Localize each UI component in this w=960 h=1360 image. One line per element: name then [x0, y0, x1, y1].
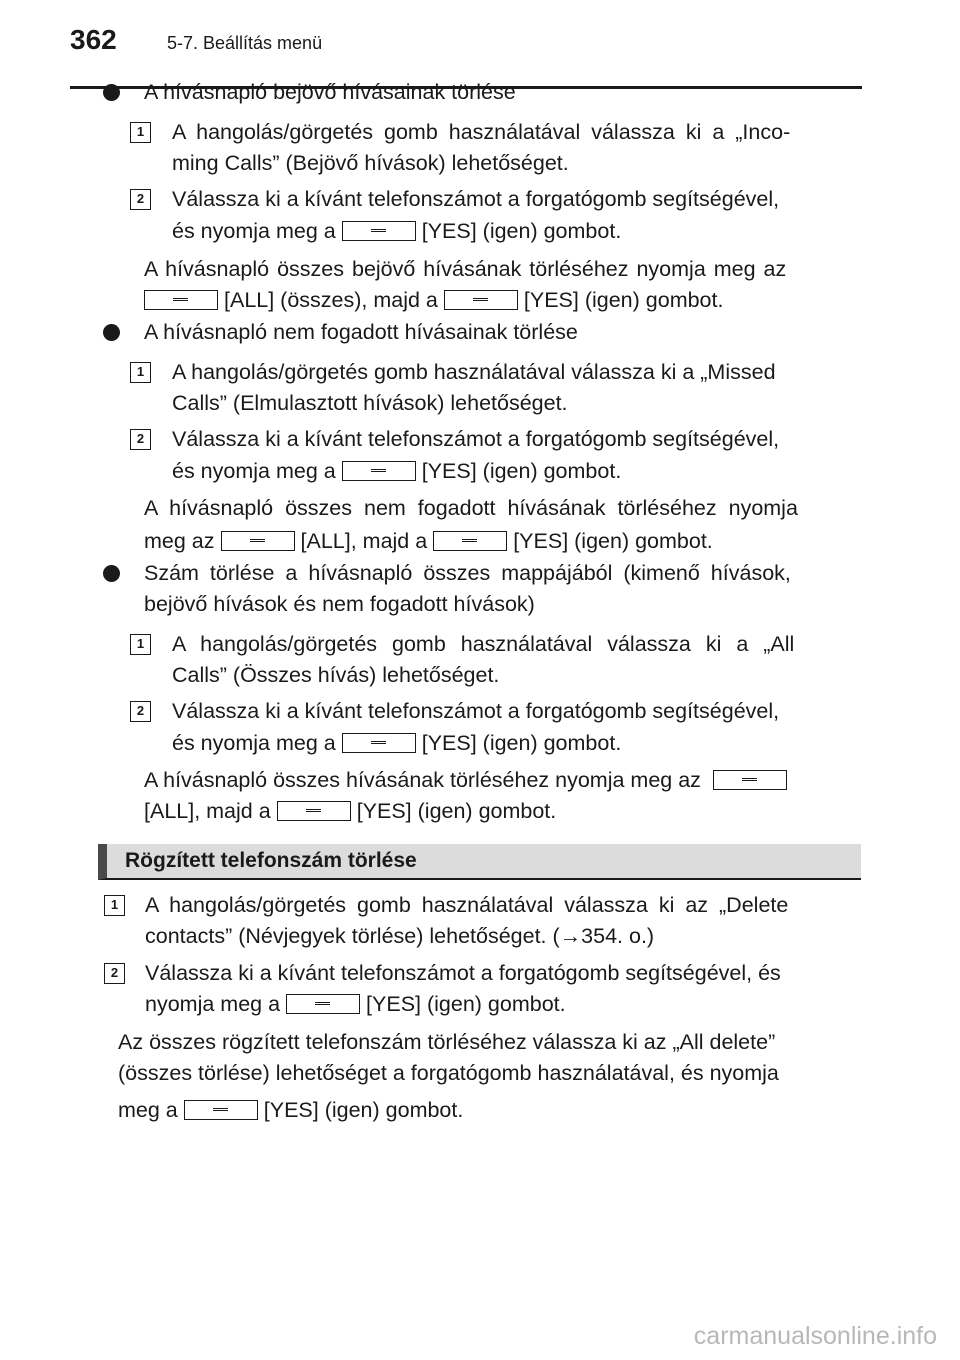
control-button [342, 733, 416, 753]
note-text: (összes törlése) lehetőséget a forgatógomb használatával, és nyomja [118, 1061, 779, 1085]
button-dash-icon [250, 539, 265, 542]
text-run: [YES] (igen) gombot. [421, 219, 622, 243]
section-title: Rögzített telefonszám törlése [125, 849, 417, 872]
control-button [286, 994, 360, 1014]
bullet-heading: Szám törlése a hívásnapló összes mappájából (kimenő hívások, [144, 561, 791, 585]
button-dash-icon [371, 229, 386, 232]
note-text [144, 797, 556, 825]
button-dash-icon [173, 298, 188, 301]
button-dash-icon [462, 539, 477, 542]
page-header [0, 22, 960, 66]
note-text [118, 1096, 463, 1124]
step-text: Válassza ki a kívánt telefonszámot a forgatógomb segítségével, [172, 699, 780, 723]
step-text [172, 457, 621, 485]
control-button [342, 461, 416, 481]
text-run: [ALL], majd a [144, 799, 271, 823]
watermark: carmanualsonline.info [693, 1322, 937, 1350]
step-number: 1 [130, 122, 151, 143]
note-text: A hívásnapló összes nem fogadott hívásának törléséhez nyomja [144, 496, 798, 520]
bullet-heading: bejövő hívások és nem fogadott hívások) [144, 592, 535, 616]
note-text: A hívásnapló összes bejövő hívásának törléséhez nyomja meg az [144, 257, 787, 281]
control-button [184, 1100, 258, 1120]
page-number: 362 [70, 24, 117, 55]
control-button [433, 531, 507, 551]
step-number: 1 [104, 895, 125, 916]
button-dash-icon [315, 1002, 330, 1005]
note-text [144, 527, 713, 555]
control-button [713, 770, 787, 790]
text-run: és nyomja meg a [172, 731, 336, 755]
step-number: 1 [130, 362, 151, 383]
control-button [444, 290, 518, 310]
step-text: ming Calls” (Bejövő hívások) lehetőséget. [172, 151, 569, 175]
control-button [277, 801, 351, 821]
bullet-heading: A hívásnapló nem fogadott hívásainak törlése [144, 320, 578, 344]
note-text [138, 286, 723, 314]
note-text: Az összes rögzített telefonszám törléséhez válassza ki az „All delete” [118, 1030, 776, 1054]
step-number: 2 [130, 189, 151, 210]
step-text: Válassza ki a kívánt telefonszámot a forgatógomb segítségével, és [145, 961, 781, 985]
step-text: A hangolás/görgetés gomb használatával válassza ki a „Inco- [172, 120, 791, 144]
step-text [145, 990, 566, 1018]
text-run: [YES] (igen) gombot. [421, 459, 622, 483]
text-run: [YES] (igen) gombot. [523, 288, 724, 312]
bullet-heading: A hívásnapló bejövő hívásainak törlése [144, 80, 516, 104]
step-number: 1 [130, 634, 151, 655]
chapter-title: 5-7. Beállítás menü [167, 33, 323, 53]
step-text: Válassza ki a kívánt telefonszámot a forgatógomb segítségével, [172, 427, 780, 451]
text-run: és nyomja meg a [172, 219, 336, 243]
bullet-icon [103, 565, 120, 582]
bullet-icon [103, 324, 120, 341]
button-dash-icon [306, 809, 321, 812]
step-text: A hangolás/görgetés gomb használatával válassza ki a „Missed [172, 360, 776, 384]
button-dash-icon [473, 298, 488, 301]
bullet-icon [103, 84, 120, 101]
note-text [144, 766, 793, 794]
step-text [172, 217, 621, 245]
button-dash-icon [371, 741, 386, 744]
text-run: [YES] (igen) gombot. [356, 799, 557, 823]
button-dash-icon [742, 778, 757, 781]
text-run: [YES] (igen) gombot. [513, 529, 713, 553]
section-header [98, 844, 861, 880]
text-run: nyomja meg a [145, 992, 281, 1016]
step-text [172, 729, 621, 757]
step-number: 2 [104, 963, 125, 984]
text-run: [YES] (igen) gombot. [421, 731, 622, 755]
step-number: 2 [130, 701, 151, 722]
step-text: A hangolás/görgetés gomb használatával válassza ki a „All [172, 632, 795, 656]
text-run: [YES] (igen) gombot. [263, 1098, 464, 1122]
text-run: A hívásnapló összes hívásának törléséhez nyomja meg az [144, 768, 701, 792]
step-text: contacts” (Névjegyek törlése) lehetőséget. (→354. o.) [145, 924, 655, 948]
control-button [221, 531, 295, 551]
button-dash-icon [371, 469, 386, 472]
control-button [144, 290, 218, 310]
text-run: és nyomja meg a [172, 459, 336, 483]
step-text: A hangolás/görgetés gomb használatával válassza ki az „Delete [145, 893, 789, 917]
step-text: Calls” (Elmulasztott hívások) lehetőséget. [172, 391, 568, 415]
text-run: meg a [118, 1098, 178, 1122]
text-run: [ALL], majd a [300, 529, 428, 553]
text-run: [YES] (igen) gombot. [366, 992, 566, 1016]
step-text: Calls” (Összes hívás) lehetőséget. [172, 663, 500, 687]
control-button [342, 221, 416, 241]
text-run: [ALL] (összes), majd a [224, 288, 438, 312]
button-dash-icon [213, 1108, 228, 1111]
step-number: 2 [130, 429, 151, 450]
text-run: meg az [144, 529, 215, 553]
step-text: Válassza ki a kívánt telefonszámot a forgatógomb segítségével, [172, 187, 780, 211]
